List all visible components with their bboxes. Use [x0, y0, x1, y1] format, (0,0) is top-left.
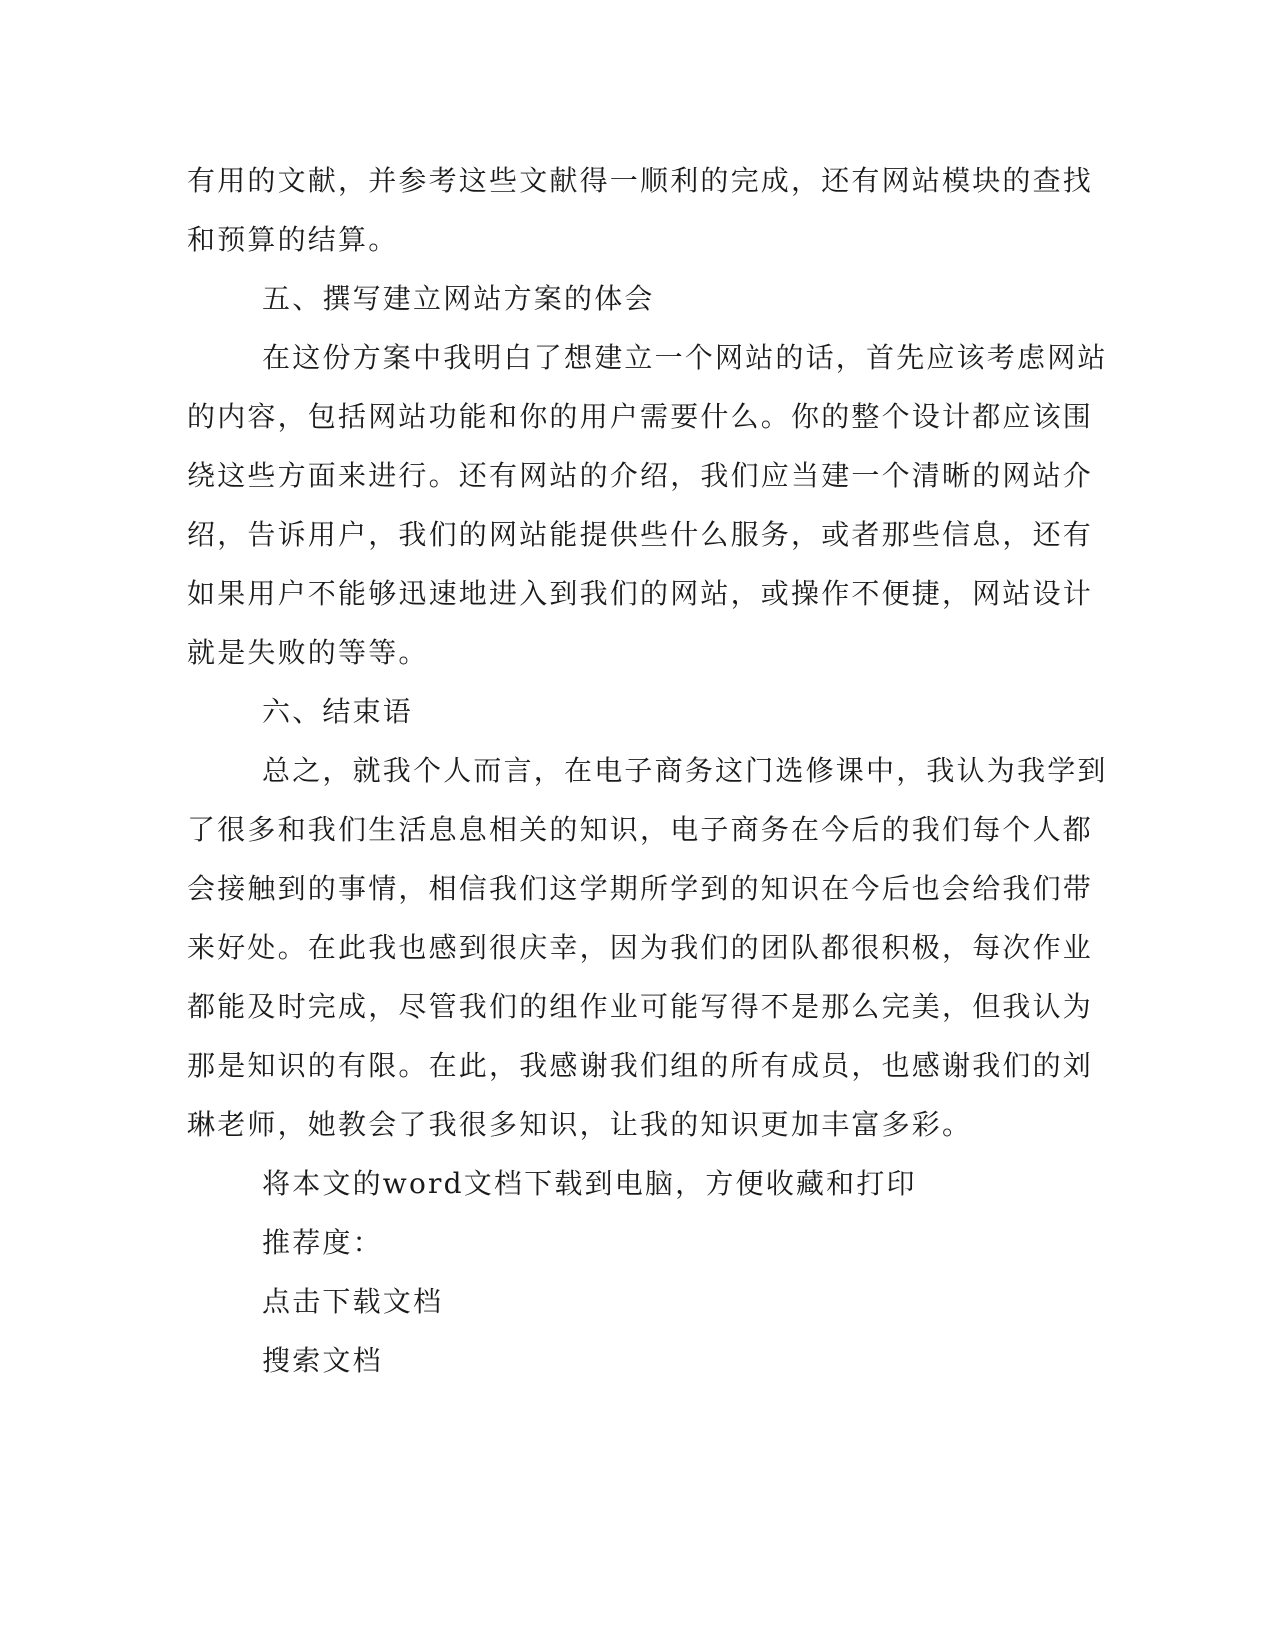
- paragraph-line: 在这份方案中我明白了想建立一个网站的话，首先应该考虑网站: [262, 341, 1108, 374]
- paragraph-line: 那是知识的有限。在此，我感谢我们组的所有成员，也感谢我们的刘: [187, 1049, 1094, 1082]
- paragraph-line: 琳老师，她教会了我很多知识，让我的知识更加丰富多彩。: [187, 1108, 973, 1141]
- rating-label: 推荐度：: [262, 1226, 383, 1259]
- section-heading: 五、撰写建立网站方案的体会: [262, 282, 655, 315]
- paragraph-line: 会接触到的事情，相信我们这学期所学到的知识在今后也会给我们带: [187, 872, 1094, 905]
- download-prompt: 将本文的word文档下载到电脑，方便收藏和打印: [262, 1167, 917, 1200]
- paragraph-line: 来好处。在此我也感到很庆幸，因为我们的团队都很积极，每次作业: [187, 931, 1094, 964]
- paragraph-line: 如果用户不能够迅速地进入到我们的网站，或操作不便捷，网站设计: [187, 577, 1094, 610]
- search-document-link[interactable]: 搜索文档: [262, 1344, 383, 1377]
- paragraph-line: 有用的文献，并参考这些文献得一顺利的完成，还有网站模块的查找: [187, 164, 1094, 197]
- paragraph-line: 绕这些方面来进行。还有网站的介绍，我们应当建一个清晰的网站介: [187, 459, 1094, 492]
- section-heading: 六、结束语: [262, 695, 414, 728]
- paragraph-line: 和预算的结算。: [187, 223, 399, 256]
- paragraph-line: 都能及时完成，尽管我们的组作业可能写得不是那么完美，但我认为: [187, 990, 1094, 1023]
- paragraph-line: 的内容，包括网站功能和你的用户需要什么。你的整个设计都应该围: [187, 400, 1094, 433]
- paragraph-line: 总之，就我个人而言，在电子商务这门选修课中，我认为我学到: [262, 754, 1108, 787]
- paragraph-line: 就是失败的等等。: [187, 636, 429, 669]
- paragraph-line: 了很多和我们生活息息相关的知识，电子商务在今后的我们每个人都: [187, 813, 1094, 846]
- download-document-link[interactable]: 点击下载文档: [262, 1285, 444, 1318]
- paragraph-line: 绍，告诉用户，我们的网站能提供些什么服务，或者那些信息，还有: [187, 518, 1094, 551]
